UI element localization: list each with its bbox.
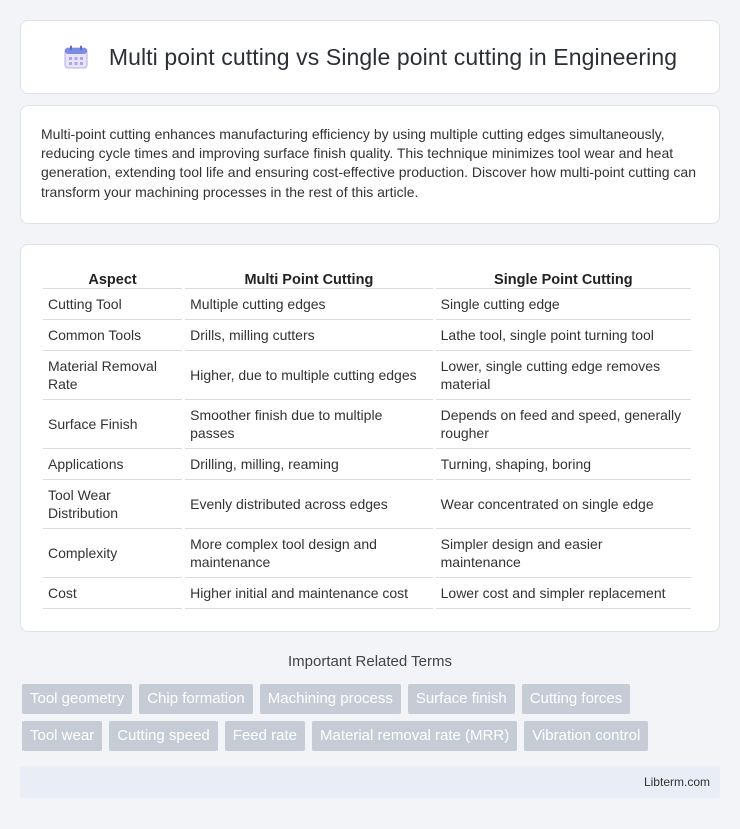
table-row (43, 480, 691, 529)
table-cell: Drilling, milling, reaming (185, 449, 432, 480)
tag-material-removal-rate[interactable]: Material removal rate (MRR) (312, 721, 517, 751)
table-row (43, 578, 691, 609)
footer (20, 766, 720, 798)
tag-chip-formation[interactable]: Chip formation (139, 684, 253, 714)
table-cell: Multiple cutting edges (185, 289, 432, 320)
header-multi-point: Multi Point Cutting (185, 263, 432, 289)
table-cell: Surface Finish (43, 400, 182, 449)
tag-cutting-forces[interactable]: Cutting forces (522, 684, 631, 714)
table-row (43, 529, 691, 578)
intro-paragraph: Multi-point cutting enhances manufacturing efficiency by using multiple cutting edges simultaneously, reducing cycle times and improving surface finish quality. This technique minimizes tool wear and heat generation, extending tool life and ensuring cost-effective production. Discover how multi-point cutting can transform your machining processes in the rest of this article. (41, 126, 697, 200)
table-cell: Smoother finish due to multiple passes (185, 400, 432, 449)
table-cell: Material Removal Rate (43, 351, 182, 400)
table-cell: Tool Wear Distribution (43, 480, 182, 529)
table-header-row (43, 263, 691, 289)
table-cell: Turning, shaping, boring (436, 449, 691, 480)
table-row (43, 289, 691, 320)
table-row (43, 400, 691, 449)
tag-cutting-speed[interactable]: Cutting speed (109, 721, 218, 751)
comparison-card (20, 244, 720, 632)
header-single-point: Single Point Cutting (436, 263, 691, 289)
table-cell: Wear concentrated on single edge (436, 480, 691, 529)
calendar-icon (63, 44, 89, 70)
table-cell: Simpler design and easier maintenance (436, 529, 691, 578)
table-cell: Lower cost and simpler replacement (436, 578, 691, 609)
table-cell: Common Tools (43, 320, 182, 351)
related-terms-title: Important Related Terms (288, 653, 452, 670)
table-cell: Drills, milling cutters (185, 320, 432, 351)
table-cell: Higher initial and maintenance cost (185, 578, 432, 609)
table-row (43, 449, 691, 480)
header-aspect: Aspect (43, 263, 182, 289)
table-cell: Evenly distributed across edges (185, 480, 432, 529)
tag-surface-finish[interactable]: Surface finish (408, 684, 515, 714)
table-row (43, 320, 691, 351)
table-cell: Cutting Tool (43, 289, 182, 320)
table-cell: More complex tool design and maintenance (185, 529, 432, 578)
table-cell: Depends on feed and speed, generally rougher (436, 400, 691, 449)
comparison-table (40, 263, 694, 609)
table-cell: Higher, due to multiple cutting edges (185, 351, 432, 400)
page-title: Multi point cutting vs Single point cutting in Engineering (108, 43, 678, 70)
intro-card (20, 105, 720, 224)
table-cell: Lower, single cutting edge removes material (436, 351, 691, 400)
tag-machining-process[interactable]: Machining process (260, 684, 401, 714)
table-cell: Cost (43, 578, 182, 609)
table-row (43, 351, 691, 400)
table-cell: Lathe tool, single point turning tool (436, 320, 691, 351)
title-card (20, 20, 720, 94)
tag-vibration-control[interactable]: Vibration control (524, 721, 648, 751)
related-terms-tags (22, 684, 722, 758)
table-cell: Single cutting edge (436, 289, 691, 320)
tag-tool-geometry[interactable]: Tool geometry (22, 684, 132, 714)
tag-tool-wear[interactable]: Tool wear (22, 721, 102, 751)
footer-site-link[interactable]: Libterm.com (643, 775, 710, 789)
table-cell: Applications (43, 449, 182, 480)
tag-feed-rate[interactable]: Feed rate (225, 721, 305, 751)
table-cell: Complexity (43, 529, 182, 578)
